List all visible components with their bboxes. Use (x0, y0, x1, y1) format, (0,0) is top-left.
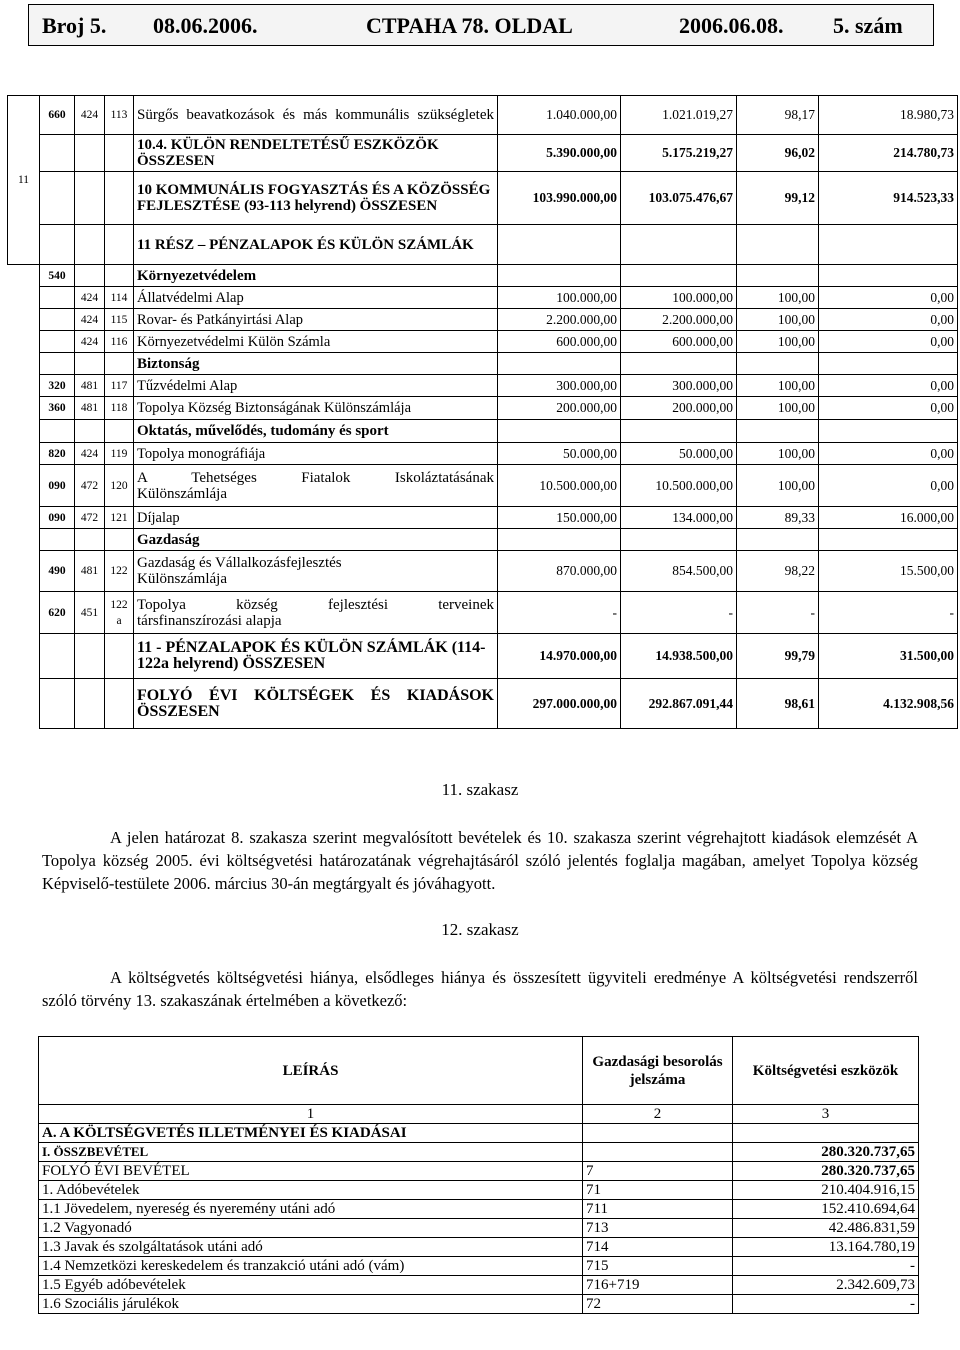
table-row: 1.4 Nemzetközi kereskedelem és tranzakció utáni adó (vám) 715 - (39, 1257, 919, 1276)
table-row: 1.2 Vagyonadó 713 42.486.831,59 (39, 1219, 919, 1238)
budget-table (7, 95, 958, 729)
table-row: 090 472 120 A Tehetséges Fiatalok Iskoláztatásának Különszámlája 10.500.000,00 10.500.000,00 100,00 0,00 (8, 465, 958, 507)
table-row: 490 481 122 Gazdaság és Vállalkozásfejlesztés Különszámlája 870.000,00 854.500,00 98,22 15.500,00 (8, 551, 958, 592)
table-row: FOLYÓ ÉVI BEVÉTEL 7 280.320.737,65 (39, 1162, 919, 1181)
table-row: 424 115 Rovar- és Patkányirtási Alap 2.200.000,00 2.200.000,00 100,00 0,00 (8, 309, 958, 331)
table-row: 1.1 Jövedelem, nyereség és nyeremény utáni adó 711 152.410.694,64 (39, 1200, 919, 1219)
issue-number: Broj 5. (42, 13, 107, 38)
table-row: 424 116 Környezetvédelmi Külön Számla 600.000,00 600.000,00 100,00 0,00 (8, 331, 958, 353)
table-row: FOLYÓ ÉVI KÖLTSÉGEK ÉS KIADÁSOK ÖSSZESEN 297.000.000,00 292.867.091,44 98,61 4.132.908,56 (8, 679, 958, 729)
table-row: 540 Környezetvédelem (8, 265, 958, 287)
deficit-table (38, 1036, 919, 1314)
issue-szam: 5. szám (833, 13, 903, 38)
page-header (28, 4, 934, 46)
table-row: 1.6 Szociális járulékok 72 - (39, 1295, 919, 1314)
table-row: 320 481 117 Tűzvédelmi Alap 300.000,00 300.000,00 100,00 0,00 (8, 375, 958, 397)
table-row: 11 - PÉNZALAPOK ÉS KÜLÖN SZÁMLÁK (114-122a helyrend) ÖSSZESEN 14.970.000,00 14.938.500,00 99,79 31.500,00 (8, 634, 958, 679)
table-row: Oktatás, művelődés, tudomány és sport (8, 420, 958, 443)
table-row: 820 424 119 Topolya monográfiája 50.000,00 50.000,00 100,00 0,00 (8, 443, 958, 465)
table-row: 090 472 121 Díjalap 150.000,00 134.000,00 89,33 16.000,00 (8, 507, 958, 529)
table-row: 1.3 Javak és szolgáltatások utáni adó 714 13.164.780,19 (39, 1238, 919, 1257)
page-label: CTPAHA 78. OLDAL (366, 13, 573, 38)
date-left: 08.06.2006. (153, 13, 258, 38)
date-right: 2006.06.08. (679, 13, 784, 38)
table-row: 620 451 122 a Topolya község fejlesztési terveinek társfinanszírozási alapja - - - - (8, 592, 958, 634)
table-row: Biztonság (8, 353, 958, 375)
section-12-text: A költségvetés költségvetési hiánya, elsődleges hiánya és összesített ügyviteli eredménye A költségvetési rendszerről szóló törvény 13. szakaszának értelmében a következő: (42, 968, 918, 1010)
side-label: 11 (8, 96, 40, 265)
table-row: I. ÖSSZBEVÉTEL 280.320.737,65 (39, 1143, 919, 1162)
table-row: 10 KOMMUNÁLIS FOGYASZTÁS ÉS A KÖZÖSSÉG FEJLESZTÉSE (93-113 helyrend) ÖSSZESEN 103.990.000,00 103.075.476,67 99,12 914.523,33 (8, 172, 958, 225)
table-row: 11 RÉSZ – PÉNZALAPOK ÉS KÜLÖN SZÁMLÁK (8, 225, 958, 265)
section-11-title: 11. szakasz (441, 780, 519, 799)
table-row: 10.4. KÜLÖN RENDELTETÉSŰ ESZKÖZÖK ÖSSZESEN 5.390.000,00 5.175.219,27 96,02 214.780,73 (8, 135, 958, 172)
table-header-row: LEÍRÁS Gazdasági besorolás jelszáma Költségvetési eszközök (39, 1037, 919, 1105)
table-row: 11 660 424 113 Sürgős beavatkozások és más kommunális szükségletek 1.040.000,00 1.021.019,27 98,17 18.980,73 (8, 96, 958, 135)
table-row: Gazdaság (8, 529, 958, 551)
table-row: 360 481 118 Topolya Község Biztonságának Különszámlája 200.000,00 200.000,00 100,00 0,00 (8, 397, 958, 420)
table-row: 1 2 3 (39, 1105, 919, 1124)
table-row: 1.5 Egyéb adóbevételek 716+719 2.342.609,73 (39, 1276, 919, 1295)
table-row: 1. Adóbevételek 71 210.404.916,15 (39, 1181, 919, 1200)
section-12-title: 12. szakasz (441, 920, 519, 939)
table-row: 424 114 Állatvédelmi Alap 100.000,00 100.000,00 100,00 0,00 (8, 287, 958, 309)
table-row: A. A KÖLTSÉGVETÉS ILLETMÉNYEI ÉS KIADÁSAI (39, 1124, 919, 1143)
section-11-text: A jelen határozat 8. szakasza szerint megvalósított bevételek és 10. szakasza szerint végrehajtott kiadások elemzését A Topolya község 2005. évi költségvetési határozatának végrehajtásáról szóló jelentés foglalja magában, amelyet Topolya község Képviselő-testülete 2006. március 30-án megtárgyalt és jóváhagyott. (42, 828, 918, 893)
